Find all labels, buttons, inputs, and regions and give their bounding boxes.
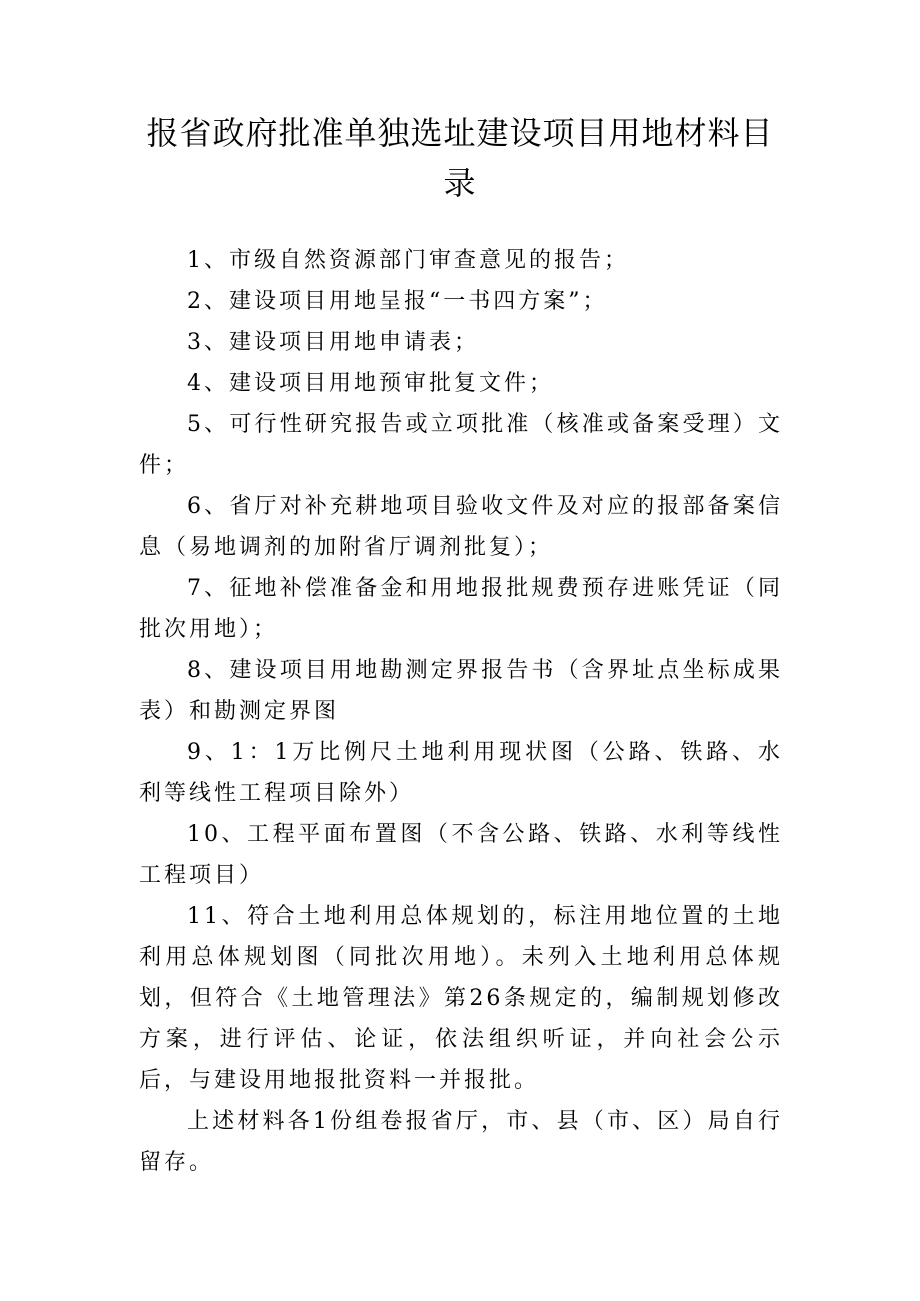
list-item-11: 11、符合土地利用总体规划的，标注用地位置的土地利用总体规划图（同批次用地）。未列入土地利用总体规划，但符合《土地管理法》第26条规定的，编制规划修改方案，进行评估、论证，依法组织听证，并向社会公示后，与建设用地报批资料一并报批。 <box>139 904 783 1093</box>
list-item-10: 10、工程平面布置图（不含公路、铁路、水利等线性工程项目） <box>139 822 783 888</box>
closing-note: 上述材料各1份组卷报省厅，市、县（市、区）局自行留存。 <box>139 1109 783 1175</box>
list-item-9: 9、1：1万比例尺土地利用现状图（公路、铁路、水利等线性工程项目除外） <box>139 740 783 806</box>
list-item-2: 2、建设项目用地呈报“一书四方案”； <box>187 289 608 314</box>
list-item-1: 1、市级自然资源部门审查意见的报告； <box>187 248 629 273</box>
document-body <box>139 240 783 1183</box>
list-item-8: 8、建设项目用地勘测定界报告书（含界址点坐标成果表）和勘测定界图 <box>139 658 783 724</box>
list-item-4: 4、建设项目用地预审批复文件； <box>187 371 554 396</box>
list-item-7: 7、征地补偿准备金和用地报批规费预存进账凭证（同批次用地）； <box>139 576 783 642</box>
list-item-6: 6、省厅对补充耕地项目验收文件及对应的报部备案信息（易地调剂的加附省厅调剂批复）； <box>139 494 783 560</box>
document-title: 报省政府批准单独选址建设项目用地材料目录 <box>146 114 774 202</box>
list-item-3: 3、建设项目用地申请表； <box>187 330 479 355</box>
list-item-5: 5、可行性研究报告或立项批准（核准或备案受理）文件； <box>139 412 783 478</box>
